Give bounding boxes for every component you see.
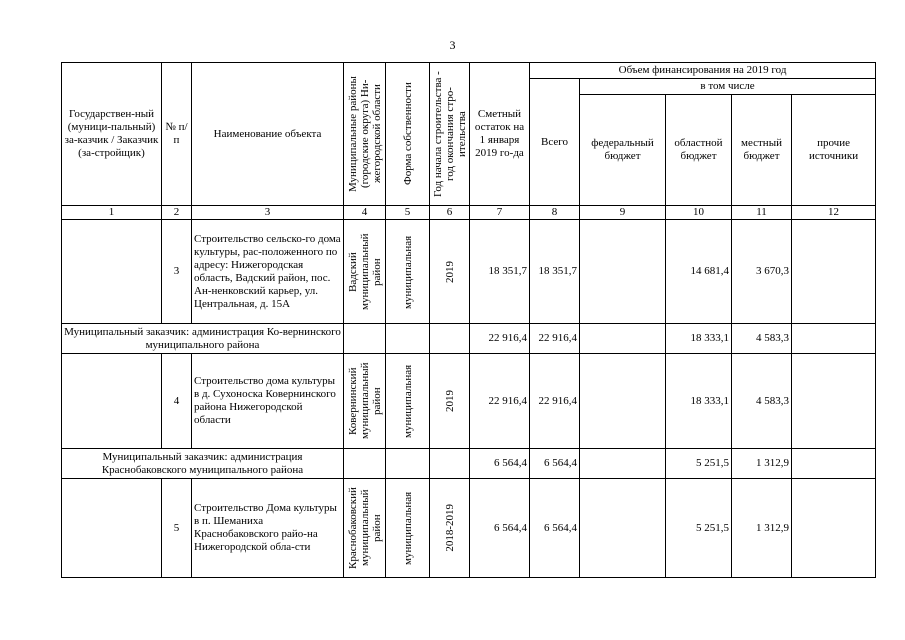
local-cell: 4 583,3 bbox=[732, 324, 792, 354]
total-cell: 18 351,7 bbox=[530, 220, 580, 324]
other-cell bbox=[792, 324, 876, 354]
table-row bbox=[62, 324, 876, 354]
col-num-6: 6 bbox=[430, 206, 470, 220]
col-num-9: 9 bbox=[580, 206, 666, 220]
row-number: 3 bbox=[162, 220, 192, 324]
col-num-7: 7 bbox=[470, 206, 530, 220]
header-federal: федеральный бюджет bbox=[580, 95, 666, 206]
col-num-10: 10 bbox=[666, 206, 732, 220]
district-cell bbox=[344, 324, 386, 354]
balance-cell: 18 351,7 bbox=[470, 220, 530, 324]
total-cell: 6 564,4 bbox=[530, 479, 580, 578]
local-cell: 1 312,9 bbox=[732, 449, 792, 479]
federal-cell bbox=[580, 220, 666, 324]
table-row bbox=[62, 479, 876, 578]
header-total: Всего bbox=[530, 79, 580, 206]
district-cell: Вадский муниципальный район bbox=[344, 220, 386, 324]
header-including: в том числе bbox=[580, 79, 876, 95]
other-cell bbox=[792, 354, 876, 449]
years-cell: 2018-2019 bbox=[430, 479, 470, 578]
other-cell bbox=[792, 220, 876, 324]
col-num-11: 11 bbox=[732, 206, 792, 220]
header-balance: Сметный остаток на 1 января 2019 го-да bbox=[470, 63, 530, 206]
ownership-cell bbox=[386, 449, 430, 479]
regional-cell: 5 251,5 bbox=[666, 479, 732, 578]
customer-cell bbox=[62, 479, 162, 578]
federal-cell bbox=[580, 449, 666, 479]
group-title: Муниципальный заказчик: администрация Краснобаковского муниципального района bbox=[62, 449, 344, 479]
regional-cell: 18 333,1 bbox=[666, 324, 732, 354]
table-row bbox=[62, 220, 876, 324]
total-cell: 22 916,4 bbox=[530, 324, 580, 354]
col-num-2: 2 bbox=[162, 206, 192, 220]
header-funding-title: Объем финансирования на 2019 год bbox=[530, 63, 876, 79]
years-cell bbox=[430, 324, 470, 354]
row-number: 4 bbox=[162, 354, 192, 449]
total-cell: 6 564,4 bbox=[530, 449, 580, 479]
regional-cell: 18 333,1 bbox=[666, 354, 732, 449]
header-customer: Государствен-ный (муници-пальный) за-казчик / Заказчик (за-стройщик) bbox=[62, 63, 162, 206]
header-ownership: Форма собственности bbox=[386, 63, 430, 206]
col-num-4: 4 bbox=[344, 206, 386, 220]
header-object-name: Наименование объекта bbox=[192, 63, 344, 206]
ownership-cell: муниципальная bbox=[386, 479, 430, 578]
district-cell: Краснобаковский муниципальный район bbox=[344, 479, 386, 578]
header-other: прочие источники bbox=[792, 95, 876, 206]
object-name: Строительство Дома культуры в п. Шеманиха Краснобаковского райо-на Нижегородской обла-сти bbox=[192, 479, 344, 578]
col-num-3: 3 bbox=[192, 206, 344, 220]
local-cell: 4 583,3 bbox=[732, 354, 792, 449]
total-cell: 22 916,4 bbox=[530, 354, 580, 449]
customer-cell bbox=[62, 354, 162, 449]
other-cell bbox=[792, 449, 876, 479]
table-row bbox=[62, 354, 876, 449]
balance-cell: 22 916,4 bbox=[470, 324, 530, 354]
federal-cell bbox=[580, 479, 666, 578]
col-num-5: 5 bbox=[386, 206, 430, 220]
district-cell bbox=[344, 449, 386, 479]
regional-cell: 14 681,4 bbox=[666, 220, 732, 324]
object-name: Строительство сельско-го дома культуры, рас-положенного по адресу: Нижегородская область, Вадский район, пос. Ан-ненковский карьер, ул. Центральная, д. 15А bbox=[192, 220, 344, 324]
ownership-cell: муниципальная bbox=[386, 220, 430, 324]
local-cell: 1 312,9 bbox=[732, 479, 792, 578]
local-cell: 3 670,3 bbox=[732, 220, 792, 324]
years-cell: 2019 bbox=[430, 220, 470, 324]
header-years: Год начала строительства - год окончания стро-ительства bbox=[430, 63, 470, 206]
federal-cell bbox=[580, 324, 666, 354]
federal-cell bbox=[580, 354, 666, 449]
col-num-1: 1 bbox=[62, 206, 162, 220]
district-cell: Ковернинский муниципальный район bbox=[344, 354, 386, 449]
customer-cell bbox=[62, 220, 162, 324]
other-cell bbox=[792, 479, 876, 578]
ownership-cell bbox=[386, 324, 430, 354]
years-cell: 2019 bbox=[430, 354, 470, 449]
header-district: Муниципальные районы (городские округа) Ни-жегородской области bbox=[344, 63, 386, 206]
balance-cell: 22 916,4 bbox=[470, 354, 530, 449]
header-regional: областной бюджет bbox=[666, 95, 732, 206]
financing-table bbox=[61, 62, 876, 578]
balance-cell: 6 564,4 bbox=[470, 479, 530, 578]
row-number: 5 bbox=[162, 479, 192, 578]
col-num-8: 8 bbox=[530, 206, 580, 220]
balance-cell: 6 564,4 bbox=[470, 449, 530, 479]
years-cell bbox=[430, 449, 470, 479]
col-num-12: 12 bbox=[792, 206, 876, 220]
header-local: местный бюджет bbox=[732, 95, 792, 206]
regional-cell: 5 251,5 bbox=[666, 449, 732, 479]
page-number: 3 bbox=[449, 38, 456, 52]
ownership-cell: муниципальная bbox=[386, 354, 430, 449]
table-row bbox=[62, 449, 876, 479]
group-title: Муниципальный заказчик: администрация Ко-вернинского муниципального района bbox=[62, 324, 344, 354]
object-name: Строительство дома культуры в д. Сухоноска Ковернинского района Нижегородской области bbox=[192, 354, 344, 449]
header-num: № п/п bbox=[162, 63, 192, 206]
column-numbers-row bbox=[62, 206, 876, 220]
